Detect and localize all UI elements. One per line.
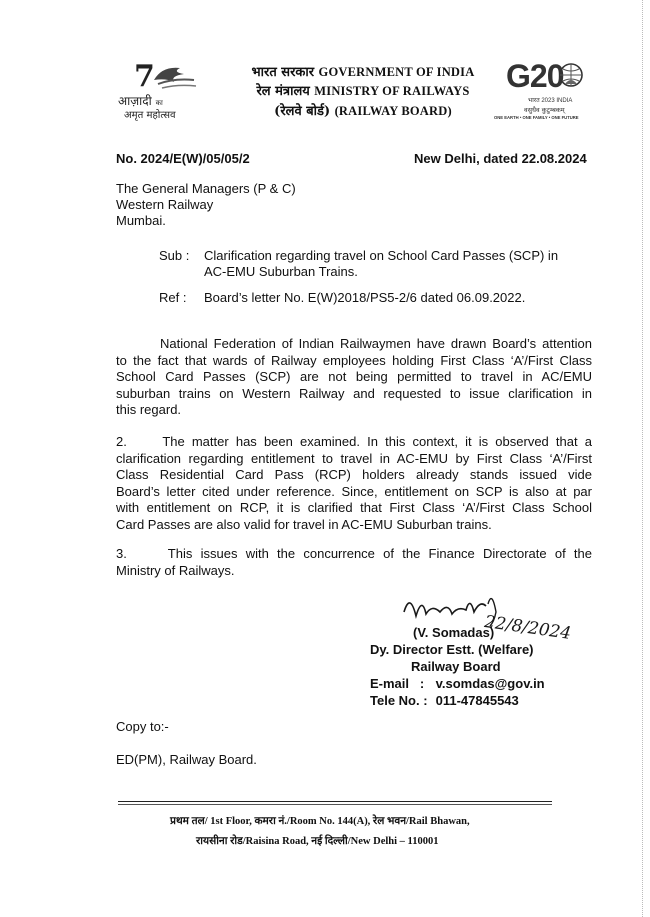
svg-text:7: 7: [134, 59, 155, 92]
g20-sub-motto: ONE EARTH • ONE FAMILY • ONE FUTURE: [494, 115, 579, 120]
scan-edge-line: [642, 0, 643, 917]
footer-address-line-2: रायसीना रोड/Raisina Road, नई दिल्ली/New Delhi – 110001: [196, 836, 439, 847]
email-label: E-mail :: [370, 676, 425, 691]
header-line-board: (रेलवे बोर्ड) (RAILWAY BOARD): [274, 104, 452, 119]
g20-logo: [494, 58, 588, 128]
paragraph-line: suburban trains on Western Railway and requested to issue clarification in: [116, 385, 592, 401]
subject-line: AC-EMU Suburban Trains.: [204, 264, 358, 279]
addressee-line: Western Railway: [116, 197, 214, 212]
signatory-email: [370, 675, 545, 692]
letter-date: New Delhi, dated 22.08.2024: [414, 151, 587, 166]
paragraph-2: [116, 434, 592, 533]
g20-sub-vasudhaiva: वसुधैव कुटुम्बकम्: [524, 106, 565, 114]
header-line-government: भारत सरकार GOVERNMENT OF INDIA: [251, 65, 475, 80]
paragraph-3: [116, 546, 592, 579]
footer-address-line-1: प्रथम तल/ 1st Floor, कमरा नं./Room No. 144(A), रेल भवन/Rail Bhawan,: [170, 816, 470, 827]
logo-text-amrit-mahotsav: अमृत महोत्सव: [124, 110, 176, 121]
paragraph-line: 2. The matter has been examined. In this context, it is observed that a: [116, 434, 592, 449]
signatory-telephone: [370, 692, 519, 709]
paragraph-line: National Federation of Indian Railwaymen have drawn Board’s attention: [160, 336, 592, 351]
logo-text-ka: का: [155, 99, 163, 107]
addressee-line: The General Managers (P & C): [116, 181, 296, 196]
paragraph-line: Board’s letter cited under reference. Since, entitlement on SCP is also at par: [116, 483, 592, 499]
signature-handwritten-date: 22/8/2024: [483, 612, 573, 644]
logo-text-azadi: आज़ादी: [118, 94, 152, 108]
addressee-line: Mumbai.: [116, 213, 166, 228]
signatory-name: (V. Somadas): [413, 625, 495, 640]
addressee-block: [116, 181, 296, 229]
footer-divider-secondary: [118, 804, 552, 805]
paragraph-line: Ministry of Railways.: [116, 562, 235, 578]
g20-mark: G20: [506, 58, 564, 94]
ref-label: Ref :: [159, 290, 187, 305]
copy-to-recipient: ED(PM), Railway Board.: [116, 752, 257, 767]
subject-text: [204, 248, 558, 280]
tele-label: Tele No. :: [370, 693, 428, 708]
paragraph-line: School Card Passes (SCP) are not being permitted to travel in AC/EMU: [116, 369, 592, 384]
azadi-ka-amrit-mahotsav-logo: [112, 58, 222, 120]
signatory-designation: Dy. Director Estt. (Welfare): [370, 642, 534, 657]
email-value: v.somdas@gov.in: [435, 676, 545, 691]
letter-number: No. 2024/E(W)/05/05/2: [116, 151, 250, 166]
subject-line: Clarification regarding travel on School Card Passes (SCP) in: [204, 248, 559, 263]
paragraph-line: this regard.: [116, 402, 182, 417]
paragraph-line: to the fact that wards of Railway employees holding First Class ‘A’/First Class: [116, 352, 592, 368]
paragraph-line: 3. This issues with the concurrence of the Finance Directorate of the: [116, 546, 592, 561]
globe-lotus-icon: [558, 62, 584, 88]
header-line-ministry: रेल मंत्रालय MINISTRY OF RAILWAYS: [256, 84, 470, 99]
copy-to-label: Copy to:-: [116, 719, 169, 734]
paragraph-1: [116, 336, 592, 419]
paragraph-line: with entitlement on RCP, it is clarified that First Class ‘A’/First Class School: [116, 500, 592, 515]
footer-divider: [118, 801, 552, 802]
amrit-mahotsav-75-icon: [122, 58, 212, 92]
ref-text: Board’s letter No. E(W)2018/PS5-2/6 dated 06.09.2022.: [204, 290, 526, 305]
paragraph-line: Class Residential Card Pass (RCP) holders already stands issued vide: [116, 467, 592, 482]
signatory-office: Railway Board: [411, 659, 501, 674]
g20-sub-india: भारत 2023 INDIA: [528, 98, 573, 104]
tele-value: 011-47845543: [435, 693, 519, 708]
paragraph-line: clarification regarding entitlement to travel in AC-EMU by First Class ‘A’/First: [116, 450, 592, 466]
paragraph-line: Card Passes are also valid for travel in AC-EMU Suburban trains.: [116, 516, 492, 532]
subject-label: Sub :: [159, 248, 190, 263]
